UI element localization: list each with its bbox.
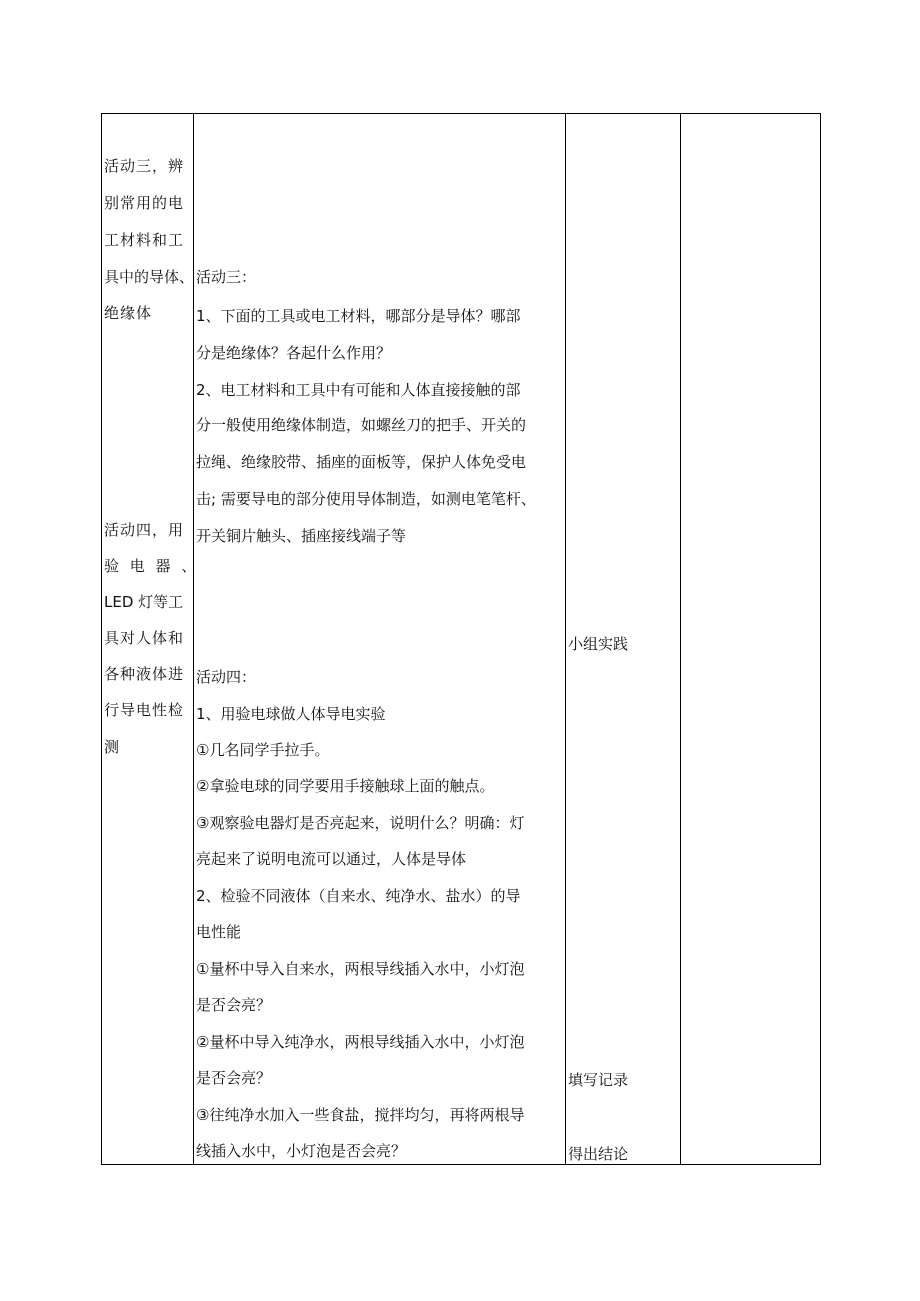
activity4-text-line: ②拿验电球的同学要用手接触球上面的触点。 [196, 777, 495, 795]
activity4-text-line: 亮起来了说明电流可以通过，人体是导体 [196, 850, 467, 868]
activity3-text-line: 分一般使用绝缘体制造，如螺丝刀的把手、开关的 [196, 416, 527, 434]
activity4-title-line: 行导电性检 [104, 701, 185, 719]
activity4-title-line: 活动四，用 [104, 521, 185, 539]
activity4-title-line: LED 灯等工 [104, 593, 184, 611]
activity4-title-line: 各种液体进 [104, 665, 185, 683]
activity4-text-line: 1、用验电球做人体导电实验 [196, 705, 386, 723]
activity4-text-line: ①几名同学手拉手。 [196, 741, 330, 759]
activity4-text-line: 2、检验不同液体（自来水、纯净水、盐水）的导 [196, 887, 521, 905]
activity4-text-line: ①量杯中导入自来水，两根导线插入水中，小灯泡 [196, 960, 525, 978]
activity3-title-line: 具中的导体、 [104, 268, 195, 286]
activity3-title-line: 别常用的电 [104, 194, 185, 212]
activity4-title-line: 验 电 器 、 [104, 557, 200, 575]
activity4-text-line: ②量杯中导入纯净水，两根导线插入水中，小灯泡 [196, 1033, 525, 1051]
activity4-title-line: 测 [104, 738, 121, 756]
activity3-title-line: 活动三，辨 [104, 157, 185, 175]
activity3-text-line: 开关铜片触头、插座接线端子等 [196, 527, 407, 545]
activity3-text-line: 拉绳、绝缘胶带、插座的面板等，保护人体免受电 [196, 453, 527, 471]
activity4-heading: 活动四： [196, 668, 257, 686]
activity4-text-line: 电性能 [196, 923, 242, 941]
activity4-text-line: 是否会亮？ [196, 1069, 272, 1087]
activity3-title-line: 工材料和工 [104, 231, 185, 249]
activity4-text-line: 线插入水中，小灯泡是否会亮？ [196, 1142, 407, 1160]
column-divider-2 [565, 113, 566, 1164]
activity3-text-line: 2、电工材料和工具中有可能和人体直接接触的部 [196, 381, 521, 399]
group-practice-label: 小组实践 [568, 635, 629, 653]
activity3-heading: 活动三： [196, 268, 257, 286]
activity4-text-line: ③往纯净水加入一些食盐，搅拌均匀，再将两根导 [196, 1106, 525, 1124]
activity3-text-line: 分是绝缘体？各起什么作用？ [196, 344, 392, 362]
activity3-text-line: 击; 需要导电的部分使用导体制造，如测电笔笔杆、 [196, 490, 536, 508]
activity4-title-line: 具对人体和 [104, 629, 185, 647]
empty-notes-cell [681, 114, 820, 1164]
activity3-title-line: 绝缘体 [104, 304, 153, 322]
draw-conclusion-label: 得出结论 [568, 1145, 629, 1163]
activity4-text-line: 是否会亮？ [196, 996, 272, 1014]
activity4-text-line: ③观察验电器灯是否亮起来，说明什么？明确：灯 [196, 814, 525, 832]
fill-record-label: 填写记录 [568, 1071, 629, 1089]
activity3-text-line: 1、下面的工具或电工材料，哪部分是导体？哪部 [196, 307, 521, 325]
